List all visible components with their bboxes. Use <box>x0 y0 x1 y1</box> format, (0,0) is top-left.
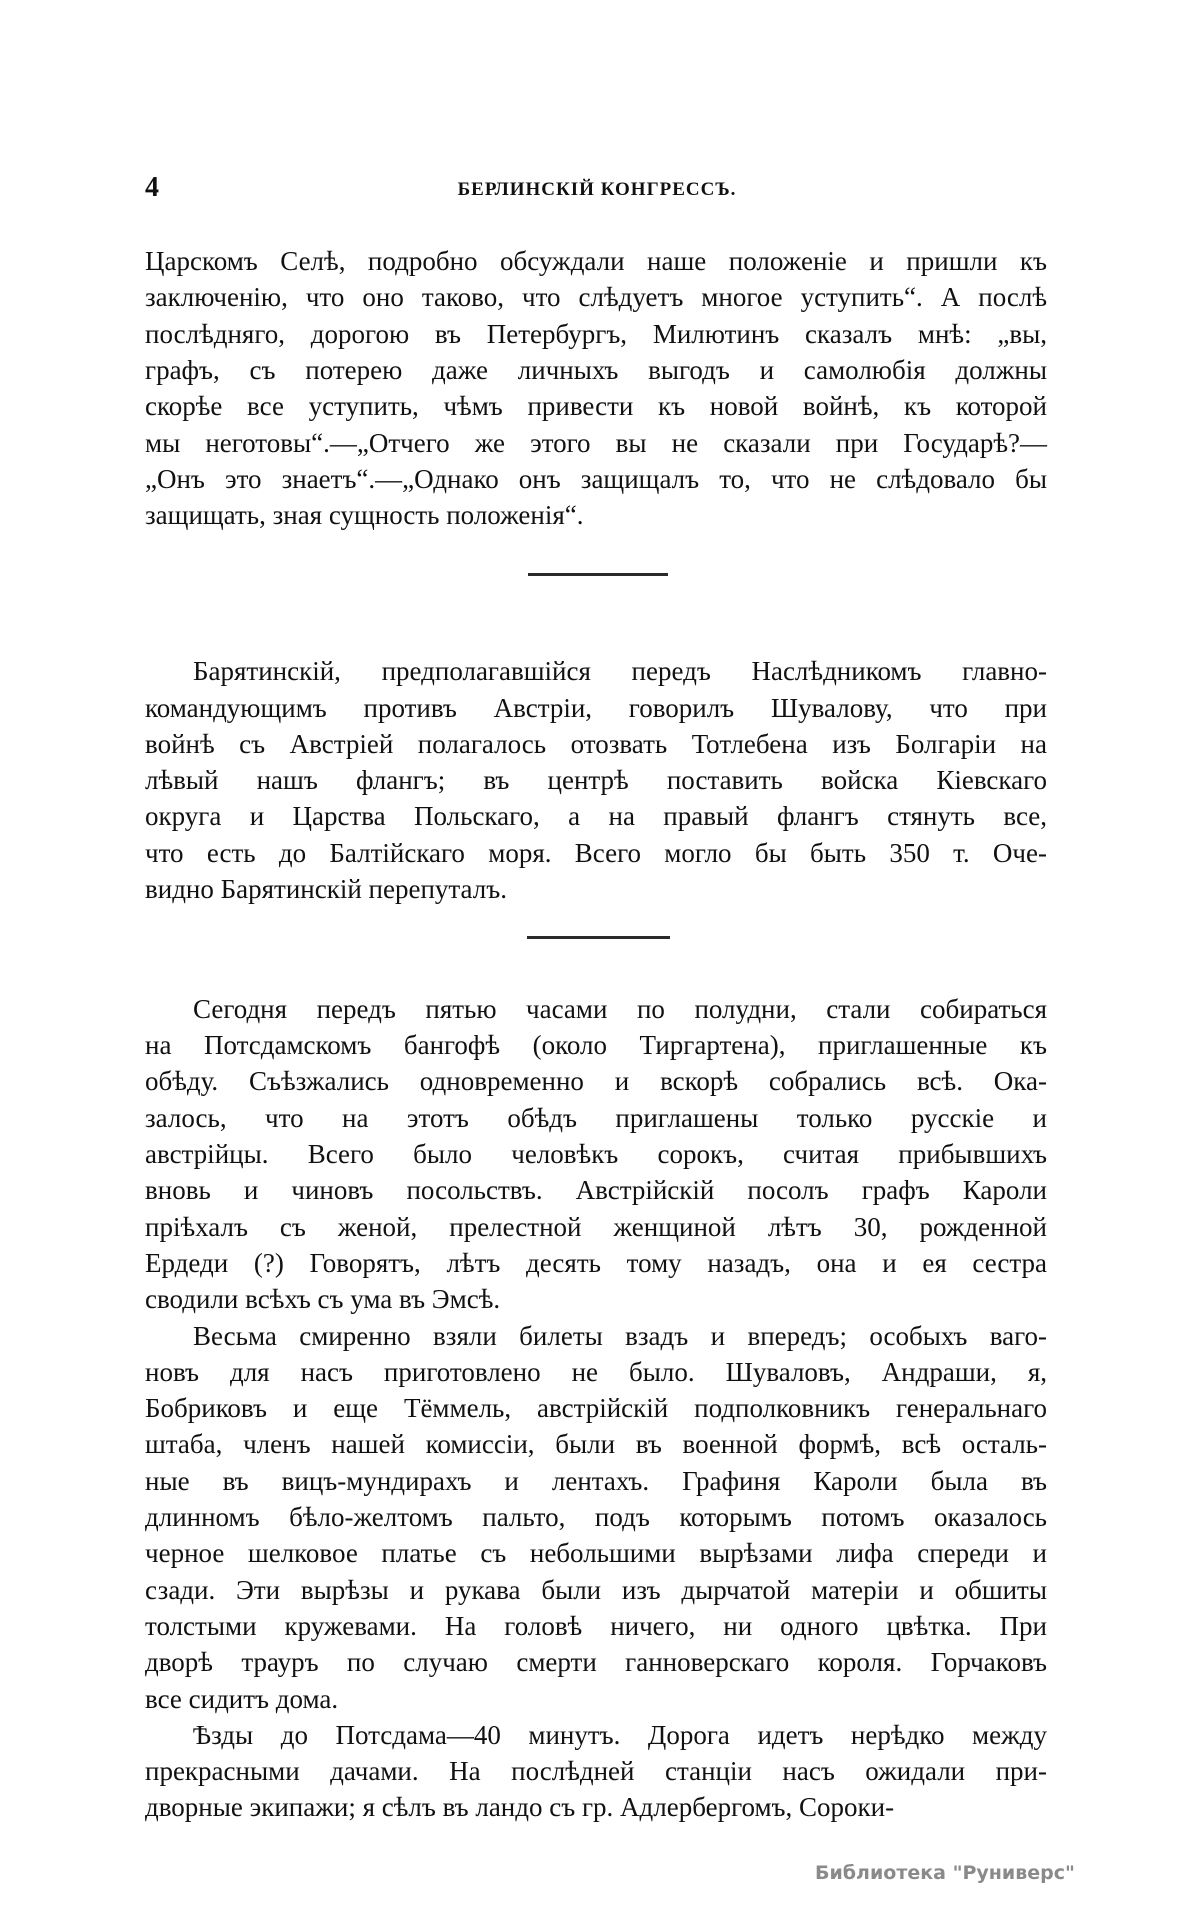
text-line <box>145 462 1047 496</box>
text-line-content: мы неготовы“.—„Отчего же этого вы не сказали при Государѣ?— <box>145 427 1047 458</box>
text-line <box>145 1573 1047 1607</box>
text-line <box>145 1645 1047 1679</box>
text-line-content: австрійцы. Всего было человѣкъ сорокъ, считая прибывшихъ <box>145 1139 1047 1169</box>
text-line-content: командующимъ противъ Австріи, говорилъ Шувалову, что при <box>145 692 1047 723</box>
text-line <box>193 654 1047 688</box>
text-line-content: Барятинскій, предполагавшійся передъ Наслѣдникомъ главно- <box>193 656 1047 687</box>
text-line <box>145 1355 1047 1389</box>
text-line <box>145 1210 1047 1244</box>
text-line-content: дворѣ трауръ по случаю смерти ганноверскаго короля. Горчаковъ <box>145 1647 1047 1678</box>
text-line <box>145 244 1047 278</box>
text-line <box>145 1609 1047 1643</box>
text-line <box>145 1028 1047 1062</box>
text-line <box>145 1790 1047 1824</box>
text-line-content: все сидитъ дома. <box>145 1683 339 1714</box>
text-line <box>145 389 1047 423</box>
text-line-content: залось, что на этотъ обѣдъ приглашены только русскіе и <box>145 1102 1047 1133</box>
text-line <box>145 1682 1047 1716</box>
text-line-content: „Онъ это знаетъ“.—„Однако онъ защищалъ то, что не слѣдовало бы <box>145 463 1047 494</box>
text-line <box>145 1500 1047 1534</box>
text-line <box>193 1718 1047 1752</box>
text-line <box>145 1246 1047 1280</box>
text-line-content: сзади. Эти вырѣзы и рукава были изъ дырчатой матеріи и обшиты <box>145 1574 1047 1605</box>
text-line <box>193 992 1047 1026</box>
library-watermark: Библиотека "Руниверс" <box>815 1862 1075 1884</box>
text-line <box>145 1391 1047 1425</box>
section-divider <box>527 936 670 939</box>
text-line-content: Бобриковъ и еще Тёммель, австрійскій подполковникъ генеральнаго <box>145 1393 1047 1424</box>
text-line <box>145 763 1047 797</box>
text-line <box>145 280 1047 314</box>
text-line <box>145 353 1047 387</box>
text-line-content: ные въ вицъ-мундирахъ и лентахъ. Графиня Кароли была въ <box>145 1465 1047 1496</box>
running-title-text: БЕРЛИНСКІЙ КОНГРЕССЪ. <box>457 179 737 200</box>
text-line-content: новъ для насъ приготовлено не было. Шуваловъ, Андраши, я, <box>145 1356 1047 1387</box>
text-line-content: Царскомъ Селѣ, подробно обсуждали наше положеніе и пришли къ <box>145 246 1047 276</box>
text-line <box>145 1064 1047 1098</box>
text-line <box>145 836 1047 870</box>
text-line-content: послѣдняго, дорогою въ Петербургъ, Милютинъ сказалъ мнѣ: „вы, <box>145 318 1047 349</box>
text-line <box>145 1536 1047 1570</box>
text-line <box>145 1464 1047 1498</box>
text-line-content: черное шелковое платье съ небольшими вырѣзами лифа спереди и <box>145 1538 1047 1569</box>
text-line <box>145 1754 1047 1788</box>
text-line-content: толстыми кружевами. На головѣ ничего, ни одного цвѣтка. При <box>145 1610 1047 1641</box>
text-line-content: штаба, членъ нашей комиссіи, были въ военной формѣ, всѣ осталь- <box>145 1429 1047 1460</box>
text-line <box>193 1319 1047 1353</box>
text-line-content: лѣвый нашъ флангъ; въ центрѣ поставить войска Кіевскаго <box>145 765 1047 796</box>
text-line <box>145 426 1047 460</box>
text-line <box>145 872 1047 906</box>
running-title <box>0 180 1200 199</box>
text-line <box>145 1137 1047 1171</box>
text-line-content: пріѣхалъ съ женой, прелестной женщиной лѣтъ 30, рожденной <box>145 1211 1047 1242</box>
text-line <box>145 727 1047 761</box>
text-line-content: округа и Царства Польскаго, а на правый флангъ стянуть все, <box>145 801 1047 832</box>
text-line <box>145 1427 1047 1461</box>
text-line-content: прекрасными дачами. На послѣдней станціи насъ ожидали при- <box>145 1756 1047 1787</box>
page-number: 4 <box>145 172 159 203</box>
text-line-content: сводили всѣхъ съ ума въ Эмсѣ. <box>145 1284 501 1315</box>
text-line <box>145 1282 1047 1316</box>
text-line <box>145 498 1047 532</box>
text-line-content: обѣду. Съѣзжались одновременно и вскорѣ собрались всѣ. Ока- <box>145 1066 1047 1097</box>
text-line <box>145 799 1047 833</box>
text-line <box>145 691 1047 725</box>
text-line-content: графъ, съ потерею даже личныхъ выгодъ и самолюбія должны <box>145 354 1047 385</box>
text-line-content: дворные экипажи; я сѣлъ въ ландо съ гр. Адлербергомъ, Сороки- <box>145 1792 895 1823</box>
text-line-content: Ердеди (?) Говорятъ, лѣтъ десять тому назадъ, она и ея сестра <box>145 1247 1047 1278</box>
text-line-content: заключенію, что оно таково, что слѣдуетъ многое уступить“. А послѣ <box>145 282 1047 313</box>
text-line <box>145 1173 1047 1207</box>
text-line-content: на Потсдамскомъ бангофѣ (около Тиргартена), приглашенные къ <box>145 1030 1047 1061</box>
text-line-content: Ѣзды до Потсдама—40 минутъ. Дорога идетъ нерѣдко между <box>193 1719 1047 1750</box>
text-line-content: защищать, зная сущность положенія“. <box>145 500 584 531</box>
text-line-content: что есть до Балтійскаго моря. Всего могло бы быть 350 т. Оче- <box>145 837 1047 868</box>
text-line-content: вновь и чиновъ посольствъ. Австрійскій посолъ графъ Кароли <box>145 1175 1047 1206</box>
text-line <box>145 1101 1047 1135</box>
section-divider <box>528 573 668 576</box>
text-line-content: Весьма смиренно взяли билеты взадъ и впередъ; особыхъ ваго- <box>193 1320 1047 1351</box>
text-line-content: Сегодня передъ пятью часами по полудни, стали собираться <box>193 993 1047 1024</box>
text-line <box>145 317 1047 351</box>
text-line-content: видно Барятинскій перепуталъ. <box>145 874 507 904</box>
text-line-content: скорѣе все уступить, чѣмъ привести къ новой войнѣ, къ которой <box>145 391 1047 422</box>
text-line-content: длинномъ бѣло-желтомъ пальто, подъ которымъ потомъ оказалось <box>145 1502 1047 1532</box>
text-line-content: войнѣ съ Австріей полагалось отозвать Тотлебена изъ Болгаріи на <box>145 728 1047 759</box>
